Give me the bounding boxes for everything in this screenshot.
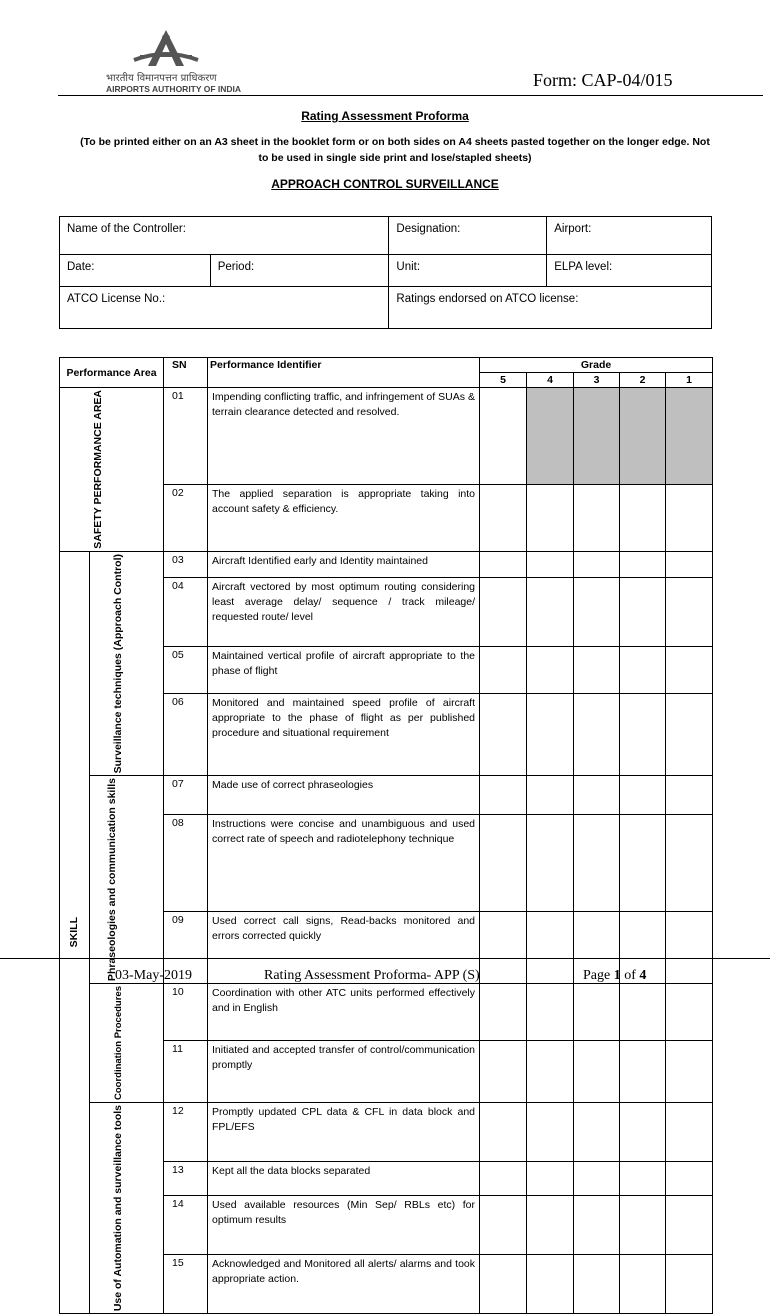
grade-cell-disabled xyxy=(620,388,666,485)
grade-cell[interactable] xyxy=(480,647,527,693)
grade-cell[interactable] xyxy=(574,578,620,647)
col-performance-identifier: Performance Identifier xyxy=(208,358,480,388)
grade-cell[interactable] xyxy=(620,551,666,578)
controller-name-field[interactable]: Name of the Controller: xyxy=(60,217,389,255)
grade-5: 5 xyxy=(480,373,527,388)
grade-cell[interactable] xyxy=(666,776,713,815)
table-row xyxy=(60,388,713,485)
row-text: Coordination with other ATC units performed effectively and in English xyxy=(208,984,480,1041)
designation-field[interactable]: Designation: xyxy=(389,217,547,255)
grade-cell[interactable] xyxy=(666,484,713,551)
grade-cell[interactable] xyxy=(527,984,574,1041)
row-text: Aircraft Identified early and Identity maintained xyxy=(208,551,480,578)
row-text: Aircraft vectored by most optimum routing considering least average delay/ sequence / track mileage/ requested route/ level xyxy=(208,578,480,647)
grade-cell[interactable] xyxy=(620,1103,666,1162)
area-skill: SKILL xyxy=(60,551,90,1314)
row-sn: 13 xyxy=(164,1162,208,1196)
grade-2: 2 xyxy=(620,373,666,388)
grade-cell[interactable] xyxy=(527,776,574,815)
row-text: Used available resources (Min Sep/ RBLs etc) for optimum results xyxy=(208,1196,480,1255)
grade-cell[interactable] xyxy=(527,912,574,984)
table-row xyxy=(60,551,713,578)
row-sn: 08 xyxy=(164,814,208,911)
row-text: Promptly updated CPL data & CFL in data block and FPL/EFS xyxy=(208,1103,480,1162)
period-field[interactable]: Period: xyxy=(210,255,389,287)
grade-cell[interactable] xyxy=(527,693,574,775)
row-text: Made use of correct phraseologies xyxy=(208,776,480,815)
grade-cell[interactable] xyxy=(480,484,527,551)
grade-3: 3 xyxy=(574,373,620,388)
aai-logo xyxy=(104,26,249,96)
grade-cell[interactable] xyxy=(527,1255,574,1314)
grade-4: 4 xyxy=(527,373,574,388)
row-text: Kept all the data blocks separated xyxy=(208,1162,480,1196)
grade-cell[interactable] xyxy=(574,484,620,551)
grade-cell[interactable] xyxy=(574,1255,620,1314)
grade-cell[interactable] xyxy=(480,578,527,647)
controller-info-table xyxy=(59,216,712,329)
row-sn: 05 xyxy=(164,647,208,693)
grade-cell[interactable] xyxy=(527,1103,574,1162)
grade-cell[interactable] xyxy=(620,984,666,1041)
grade-cell[interactable] xyxy=(620,1255,666,1314)
row-text: Monitored and maintained speed profile of aircraft appropriate to the phase of flight as per published procedure and situational requirement xyxy=(208,693,480,775)
row-sn: 01 xyxy=(164,388,208,485)
aai-emblem-icon xyxy=(104,26,249,96)
row-sn: 11 xyxy=(164,1041,208,1103)
org-english: AIRPORTS AUTHORITY OF INDIA xyxy=(106,84,242,94)
grade-cell[interactable] xyxy=(666,578,713,647)
grade-cell[interactable] xyxy=(480,1103,527,1162)
grade-cell[interactable] xyxy=(527,484,574,551)
grade-cell[interactable] xyxy=(666,1255,713,1314)
area-coordination: Coordination Procedures xyxy=(90,984,164,1103)
grade-cell[interactable] xyxy=(666,647,713,693)
table-row xyxy=(60,1103,713,1162)
date-field[interactable]: Date: xyxy=(60,255,211,287)
grade-cell[interactable] xyxy=(666,912,713,984)
header-divider xyxy=(58,95,763,96)
grade-cell[interactable] xyxy=(666,1162,713,1196)
print-note: (To be printed either on an A3 sheet in the booklet form or on both sides on A4 sheets pasted together on the longer edge. Not to be used in single side print and lose/stapled sheets) xyxy=(80,136,710,164)
grade-cell[interactable] xyxy=(574,693,620,775)
grade-cell[interactable] xyxy=(620,1041,666,1103)
license-field[interactable]: ATCO License No.: xyxy=(60,287,389,329)
grade-cell[interactable] xyxy=(666,551,713,578)
grade-cell[interactable] xyxy=(666,814,713,911)
row-sn: 10 xyxy=(164,984,208,1041)
col-grade: Grade xyxy=(480,358,713,373)
grade-cell[interactable] xyxy=(574,1041,620,1103)
footer-date: 03-May-2019 xyxy=(115,968,192,983)
grade-cell[interactable] xyxy=(480,912,527,984)
grade-cell[interactable] xyxy=(480,388,527,485)
grade-cell[interactable] xyxy=(620,1162,666,1196)
grade-cell[interactable] xyxy=(527,551,574,578)
grade-1: 1 xyxy=(666,373,713,388)
grade-cell[interactable] xyxy=(527,647,574,693)
elpa-field[interactable]: ELPA level: xyxy=(547,255,712,287)
grade-cell[interactable] xyxy=(620,578,666,647)
row-sn: 06 xyxy=(164,693,208,775)
grade-cell[interactable] xyxy=(480,1196,527,1255)
grade-cell[interactable] xyxy=(480,1041,527,1103)
ratings-field[interactable]: Ratings endorsed on ATCO license: xyxy=(389,287,712,329)
col-performance-area: Performance Area xyxy=(60,358,164,388)
row-sn: 12 xyxy=(164,1103,208,1162)
grade-cell[interactable] xyxy=(620,776,666,815)
row-sn: 03 xyxy=(164,551,208,578)
row-text: Maintained vertical profile of aircraft appropriate to the phase of flight xyxy=(208,647,480,693)
row-text: Impending conflicting traffic, and infringement of SUAs & terrain clearance detected and resolved. xyxy=(208,388,480,485)
unit-field[interactable]: Unit: xyxy=(389,255,547,287)
grade-cell[interactable] xyxy=(574,551,620,578)
grade-cell[interactable] xyxy=(620,693,666,775)
footer-page: Page 1 of 4 xyxy=(583,968,647,983)
grade-cell[interactable] xyxy=(620,1196,666,1255)
grade-cell[interactable] xyxy=(666,693,713,775)
org-hindi: भारतीय विमानपत्तन प्राधिकरण xyxy=(106,73,217,84)
grade-cell[interactable] xyxy=(527,578,574,647)
grade-cell[interactable] xyxy=(666,984,713,1041)
row-sn: 14 xyxy=(164,1196,208,1255)
row-sn: 02 xyxy=(164,484,208,551)
grade-cell[interactable] xyxy=(574,776,620,815)
grade-cell[interactable] xyxy=(480,551,527,578)
row-text: Initiated and accepted transfer of control/communication promptly xyxy=(208,1041,480,1103)
grade-cell[interactable] xyxy=(574,1162,620,1196)
grade-cell[interactable] xyxy=(666,1103,713,1162)
footer-document: Rating Assessment Proforma- APP (S) xyxy=(264,968,480,983)
grade-cell-disabled xyxy=(574,388,620,485)
grade-cell[interactable] xyxy=(620,647,666,693)
grade-cell[interactable] xyxy=(527,1162,574,1196)
row-text: Instructions were concise and unambiguous and used correct rate of speech and radiotelephony technique xyxy=(208,814,480,911)
grade-cell[interactable] xyxy=(574,814,620,911)
grade-cell[interactable] xyxy=(527,814,574,911)
grade-cell-disabled xyxy=(527,388,574,485)
grade-cell[interactable] xyxy=(480,814,527,911)
performance-table xyxy=(59,357,713,1314)
grade-cell[interactable] xyxy=(480,776,527,815)
area-automation: Use of Automation and surveillance tools xyxy=(90,1103,164,1314)
form-number: Form: CAP-04/015 xyxy=(533,70,673,90)
grade-cell[interactable] xyxy=(574,1196,620,1255)
grade-cell[interactable] xyxy=(480,1255,527,1314)
grade-cell[interactable] xyxy=(574,647,620,693)
table-row xyxy=(60,776,713,815)
row-sn: 07 xyxy=(164,776,208,815)
area-safety: SAFETY PERFORMANCE AREA xyxy=(60,388,164,552)
area-phraseology: Phraseologies and communication skills xyxy=(90,776,164,984)
airport-field[interactable]: Airport: xyxy=(547,217,712,255)
row-text: Acknowledged and Monitored all alerts/ alarms and took appropriate action. xyxy=(208,1255,480,1314)
table-row xyxy=(60,984,713,1041)
row-text: Used correct call signs, Read-backs monitored and errors corrected quickly xyxy=(208,912,480,984)
grade-cell[interactable] xyxy=(527,1196,574,1255)
grade-cell[interactable] xyxy=(480,1162,527,1196)
grade-cell[interactable] xyxy=(480,693,527,775)
grade-cell[interactable] xyxy=(666,1041,713,1103)
row-text: The applied separation is appropriate taking into account safety & efficiency. xyxy=(208,484,480,551)
grade-cell-disabled xyxy=(666,388,713,485)
grade-cell[interactable] xyxy=(574,984,620,1041)
grade-cell[interactable] xyxy=(574,1103,620,1162)
footer-divider xyxy=(0,958,770,959)
col-sn: SN xyxy=(164,358,208,388)
section-title: APPROACH CONTROL SURVEILLANCE xyxy=(271,177,499,191)
grade-cell[interactable] xyxy=(480,984,527,1041)
page-title: Rating Assessment Proforma xyxy=(301,109,469,123)
grade-cell[interactable] xyxy=(620,484,666,551)
row-sn: 15 xyxy=(164,1255,208,1314)
area-surveillance: Surveillance techniques (Approach Control) xyxy=(90,551,164,775)
row-sn: 04 xyxy=(164,578,208,647)
row-sn: 09 xyxy=(164,912,208,984)
grade-cell[interactable] xyxy=(527,1041,574,1103)
grade-cell[interactable] xyxy=(620,814,666,911)
grade-cell[interactable] xyxy=(666,1196,713,1255)
